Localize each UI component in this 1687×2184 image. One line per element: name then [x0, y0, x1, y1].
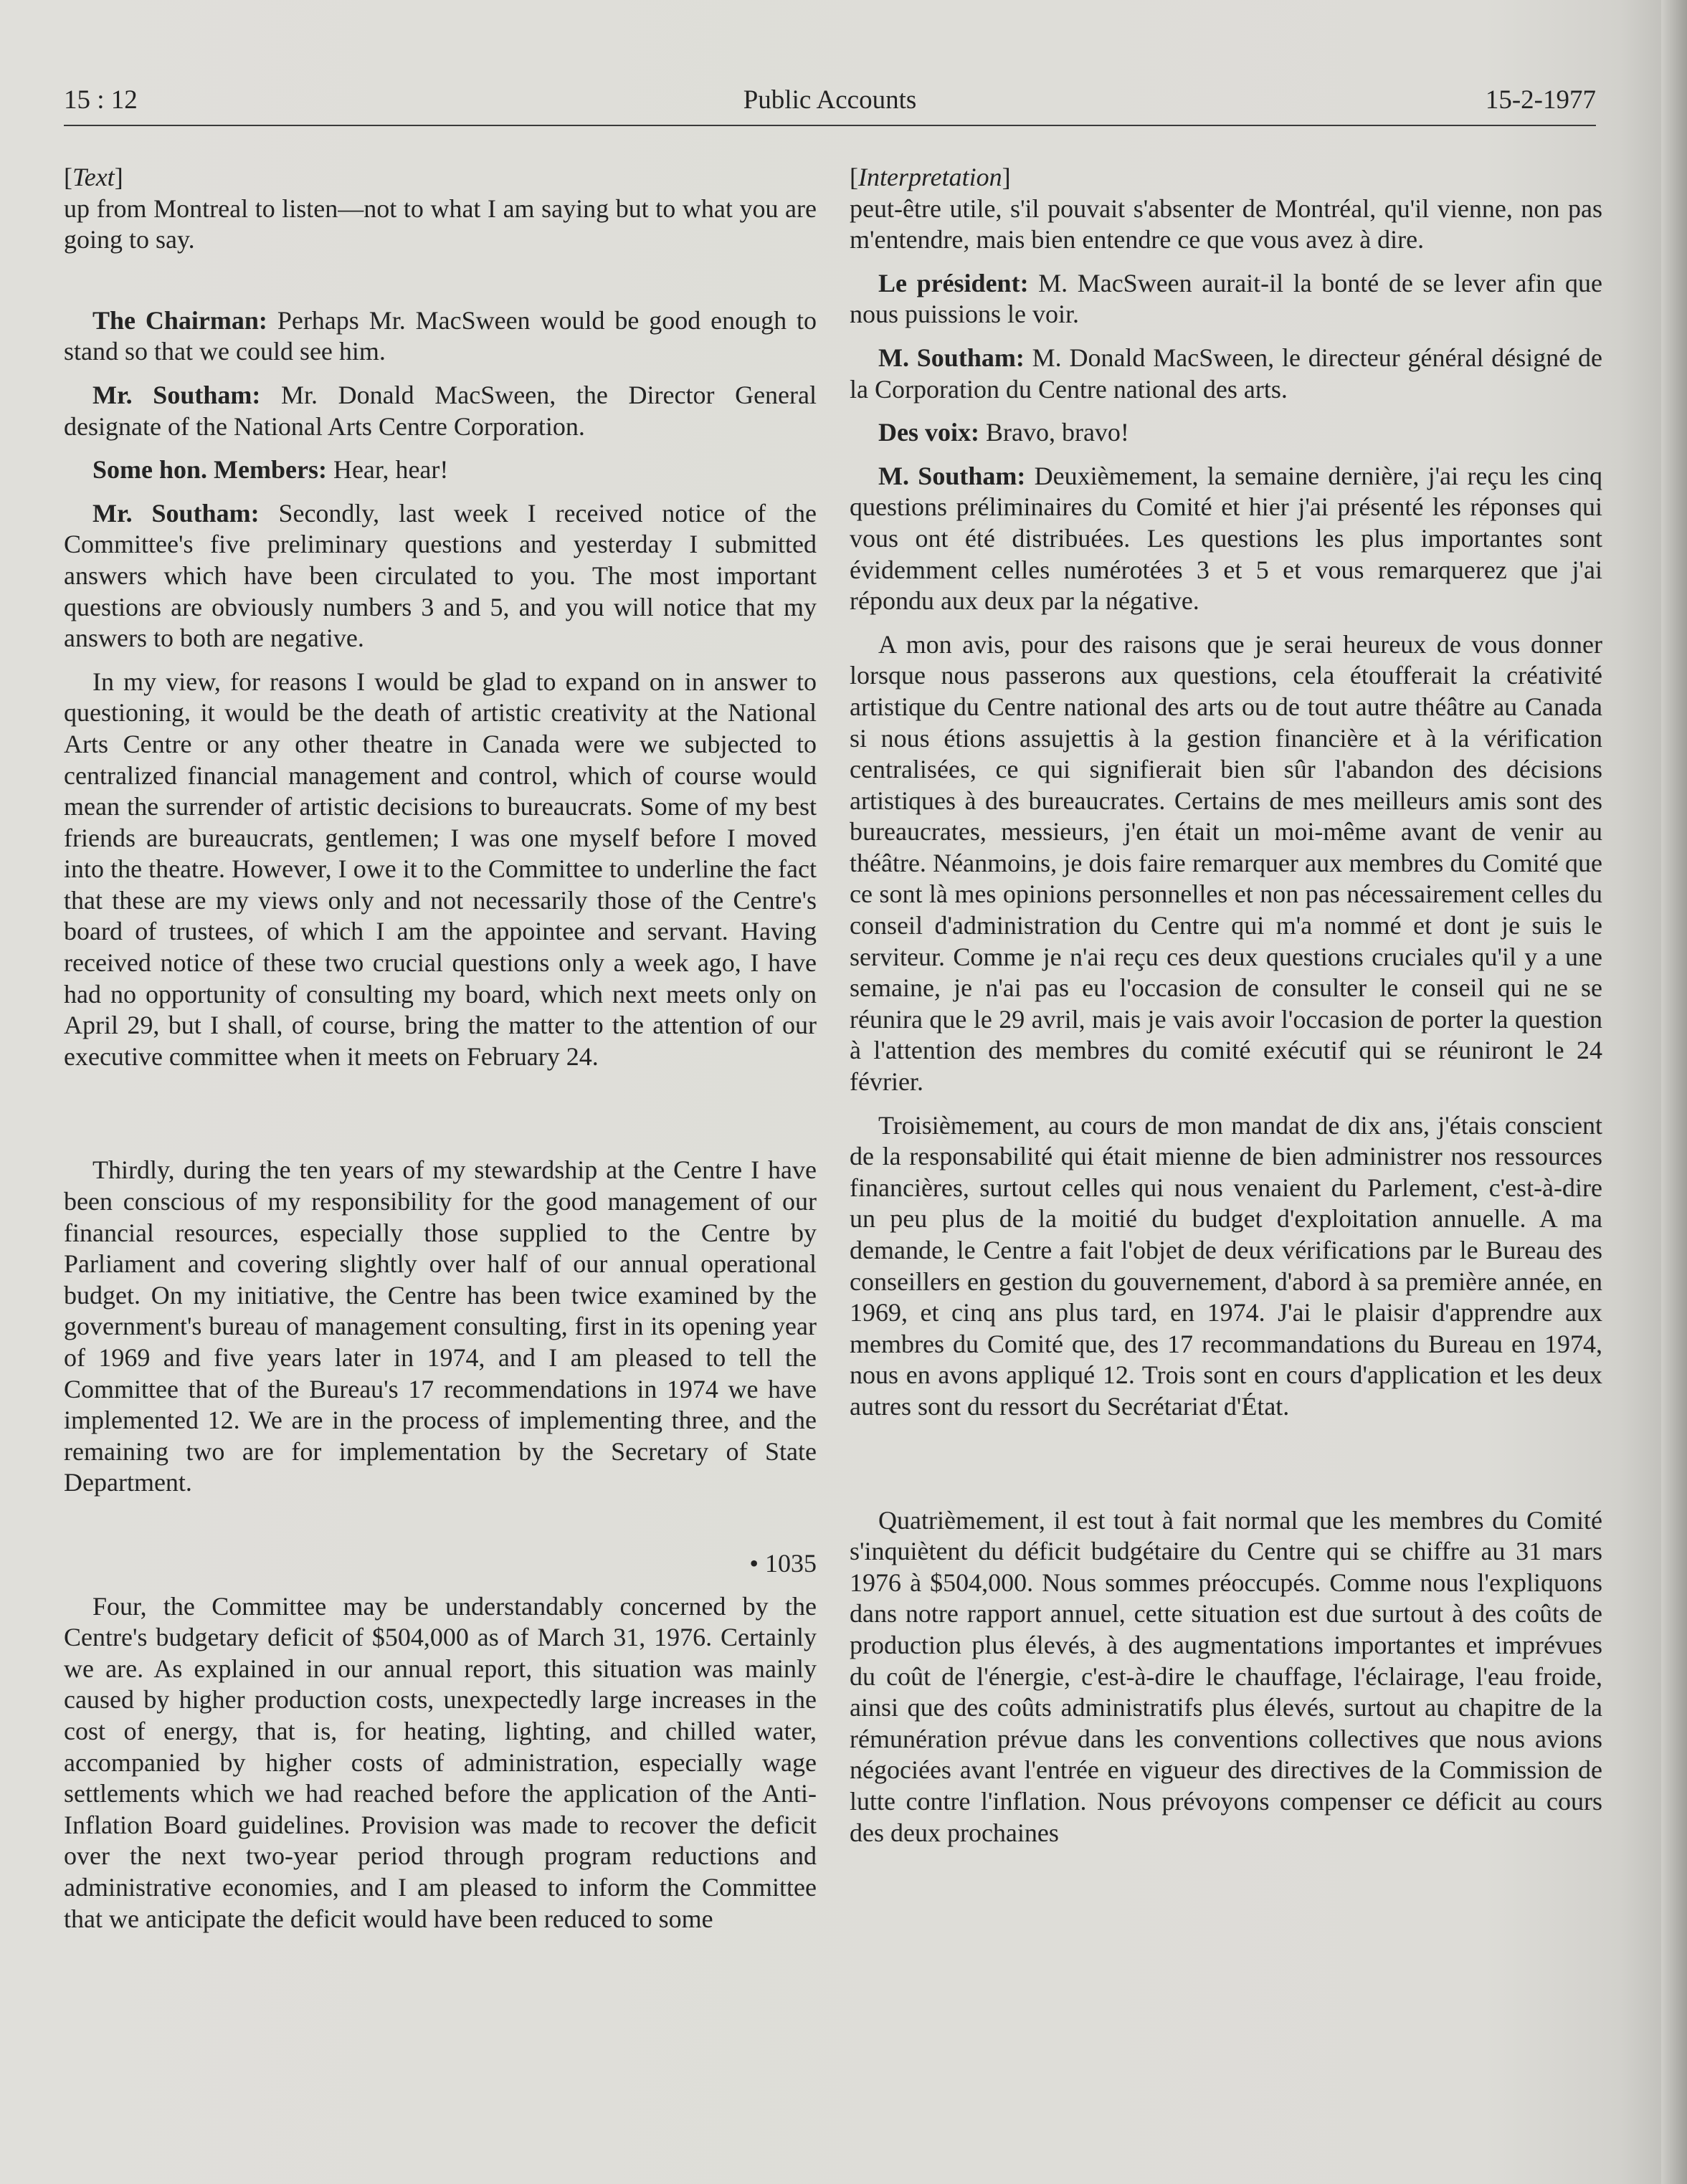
speaker-label: M. Southam: [878, 343, 1025, 372]
speaker-label: Mr. Southam: [92, 498, 260, 528]
speech-text: Mr. Donald MacSween, the Director General designate of the National Arts Centre Corporation. [64, 380, 817, 441]
paragraph [850, 461, 1602, 617]
speaker-label: Des voix: [878, 418, 979, 447]
running-header [64, 85, 1596, 125]
paragraph: A mon avis, pour des raisons que je serai heureux de vous donner lorsque nous passerons aux questions, cela étoufferait la créativité artistique du Centre national des arts ou de tout autre théâtre au Canada si nous étions assujettis à la gestion financière et à la vérification centralisées, ce qui signifierait bien sûr l'abandon des décisions artistiques à des bureaucrates. Certains de mes meilleurs amis sont des bureaucrates, messieurs, j'en était un moi-même avant de venir au théâtre. Néanmoins, je dois faire remarquer aux membres du Comité que ce sont là mes opinions personnelles et non pas nécessairement celles du conseil d'administration du Centre qui m'a nommé et dont je suis le serviteur. Comme je n'ai reçu ces deux questions cruciales qu'il y a une semaine, je n'ai pas eu l'occasion de consulter le conseil qui ne se réunira que le 29 avril, mais je vais avoir l'occasion de porter la question à l'attention des membres du comité exécutif qui se réuniront le 24 février. [850, 629, 1602, 1097]
speaker-label: Mr. Southam: [92, 380, 261, 409]
section-tag: [Text] [64, 163, 123, 191]
paragraph [850, 268, 1602, 330]
speech-text: Bravo, bravo! [979, 418, 1129, 447]
header-date: 15-2-1977 [1485, 85, 1596, 115]
spacer [850, 1435, 1602, 1505]
speaker-label: The Chairman: [92, 305, 267, 335]
paragraph [64, 305, 817, 368]
paragraph [64, 380, 817, 442]
book-spine-shadow [1661, 0, 1687, 2184]
section-tag: [Interpretation] [850, 163, 1011, 191]
speech-text: Perhaps Mr. MacSween would be good enough to stand so that we could see him. [64, 305, 817, 366]
english-column [64, 162, 817, 1947]
paragraph [64, 454, 817, 486]
paragraph [64, 498, 817, 654]
paragraph [850, 417, 1602, 449]
page-number: 15 : 12 [64, 85, 138, 115]
time-marker: • 1035 [749, 1548, 817, 1578]
paragraph [850, 343, 1602, 405]
paragraph: Thirdly, during the ten years of my stewardship at the Centre I have been conscious of my responsibility for the good management of our financial resources, especially those supplied to the Centre by Parliament and covering slightly over half of our annual operational budget. On my initiative, the Centre has been twice examined by the government's bureau of management consulting, first in its opening year of 1969 and five years later in 1974, and I am pleased to tell the Committee that of the Bureau's 17 recommendations in 1974 we have implemented 12. We are in the process of implementing three, and the remaining two are for implementation by the Secretary of State Department. [64, 1155, 817, 1497]
paragraph: up from Montreal to listen—not to what I am saying but to what you are going to say. [64, 194, 817, 254]
speech-text: Secondly, last week I received notice of the Committee's five preliminary questions and yesterday I submitted answers which have been circulated to you. The most important questions are obviously numbers 3 and 5, and you will notice that my answers to both are negative. [64, 498, 817, 653]
header-title: Public Accounts [743, 85, 917, 115]
header-rule [64, 125, 1596, 126]
speaker-label: Le président: [878, 268, 1029, 297]
spacer [64, 268, 817, 305]
paragraph: peut-être utile, s'il pouvait s'absenter de Montréal, qu'il vienne, non pas m'entendre, mais bien entendre ce que vous avez à dire. [850, 194, 1602, 254]
spacer [64, 1084, 817, 1155]
paragraph: Four, the Committee may be understandably concerned by the Centre's budgetary deficit of $504,000 as of March 31, 1976. Certainly we are. As explained in our annual report, this situation was mainly caused by higher production costs, unexpectedly large increases in the cost of energy, that is, for heating, lighting, and chilled water, accompanied by higher costs of administration, especially wage settlements which we had reached before the application of the Anti-Inflation Board guidelines. Provision was made to recover the deficit over the next two-year period through program reductions and administrative economies, and I am pleased to inform the Committee that we anticipate the deficit would have been reduced to some [64, 1591, 817, 1933]
paragraph: Troisièmement, au cours de mon mandat de dix ans, j'étais conscient de la responsabilité qui était mienne de bien administrer nos ressources financières, surtout celles qui nous venaient du Parlement, c'est-à-dire un peu plus de la moitié du budget d'exploitation annuelle. A ma demande, le Centre a fait l'objet de deux vérifications par le Bureau des conseillers en gestion du gouvernement, d'abord à sa première année, en 1969, et cinq ans plus tard, en 1974. J'ai le plaisir d'apprendre aux membres du Comité que, des 17 recommandations du Bureau en 1974, nous en avons appliqué 12. Trois sont en cours d'application et les deux autres sont du ressort du Secrétariat d'État. [850, 1110, 1602, 1421]
speech-text: Hear, hear! [326, 455, 449, 485]
speech-text: M. MacSween aurait-il la bonté de se lever afin que nous puissions le voir. [850, 268, 1603, 329]
paragraph: In my view, for reasons I would be glad to expand on in answer to questioning, it would be the death of artistic creativity at the National Arts Centre or any other theatre in Canada were we subjected to centralized financial management and control, which of course would mean the surrender of artistic decisions to bureaucrats. Some of my best friends are bureaucrats, gentlemen; I was one myself before I moved into the theatre. However, I owe it to the Committee to underline the fact that these are my views only and not necessarily those of the Centre's board of trustees, of which I am the appointee and servant. Having received notice of these two crucial questions only a week ago, I have had no opportunity of consulting my board, which next meets only on April 29, but I shall, of course, bring the matter to the attention of our executive committee when it meets on February 24. [64, 667, 817, 1071]
speaker-label: Some hon. Members: [92, 455, 327, 485]
spacer [64, 1511, 817, 1548]
paragraph: Quatrièmement, il est tout à fait normal que les membres du Comité s'inquiètent du déficit budgétaire du Centre qui se chiffre au 31 mars 1976 à $504,000. Nous sommes préoccupés. Comme nous l'expliquons dans notre rapport annuel, cette situation est due surtout à des coûts de production plus élevés, à des augmentations importantes et imprévues du coût de l'énergie, c'est-à-dire le chauffage, l'éclairage, l'eau froide, ainsi que des coûts administratifs plus élevés, surtout au chapitre de la rémunération prévue dans les conventions collectives que nous avions négociées avant l'entrée en vigueur des directives de la Commission de lutte contre l'inflation. Nous prévoyons compenser ce déficit au cours des deux prochaines [850, 1505, 1602, 1847]
speech-text: M. Donald MacSween, le directeur général désigné de la Corporation du Centre national des arts. [850, 343, 1603, 404]
speech-text: Deuxièmement, la semaine dernière, j'ai reçu les cinq questions préliminaires du Comité et hier j'ai présenté les réponses qui vous ont été distribuées. Les questions les plus importantes sont évidemment celles numérotées 3 et 5 et vous remarquerez que j'ai répondu aux deux par la négative. [850, 461, 1602, 616]
french-column [850, 162, 1602, 1861]
speaker-label: M. Southam: [878, 461, 1026, 490]
